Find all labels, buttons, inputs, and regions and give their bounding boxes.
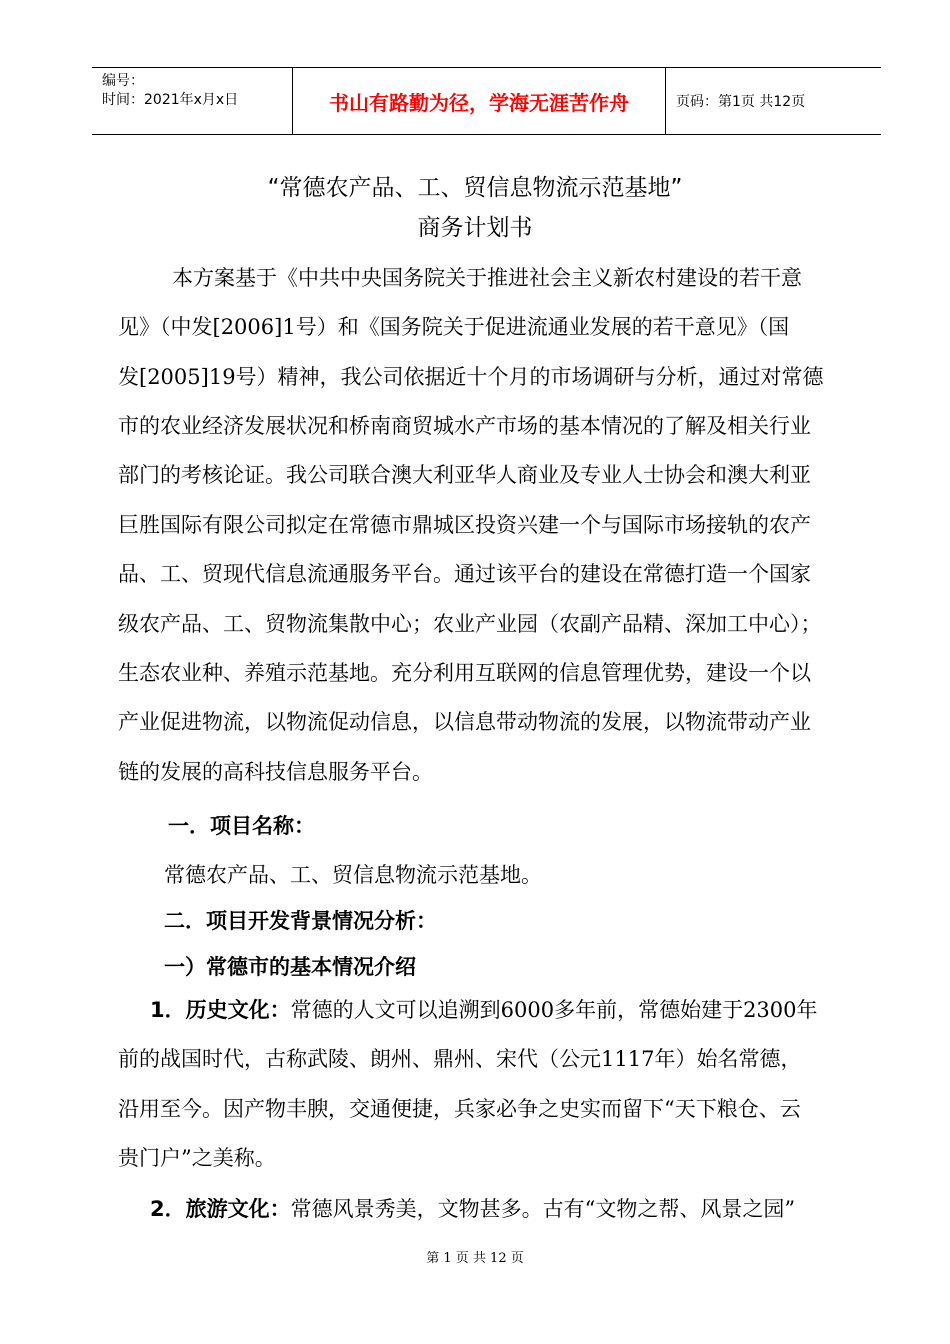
header-meta [92,68,293,134]
header-motto: 书山有路勤为径，学海无涯苦作舟 [293,68,666,134]
paragraph-line: 部门的考核论证。我公司联合澳大利亚华人商业及专业人士协会和澳大利亚 [118,463,811,487]
paragraph-line: 市的农业经济发展状况和桥南商贸城水产市场的基本情况的了解及相关行业 [118,414,811,438]
paragraph-line: 发[2005]19号）精神，我公司依据近十个月的市场调研与分析，通过对常德 [118,365,824,389]
item-line [150,994,818,1024]
item-label: 1．历史文化： [150,998,291,1022]
paragraph-line: 见》（中发[2006]1号）和《国务院关于促进流通业发展的若干意见》（国 [118,315,790,339]
header-page-info: 页码：第1页 共12页 [676,94,806,110]
item-text: 常德风景秀美，文物甚多。古有“文物之帮、风景之园” [290,1197,796,1221]
paragraph-line: 贵门户”之美称。 [118,1146,276,1170]
paragraph-line: 产业促进物流，以物流促动信息，以信息带动物流的发展，以物流带动产业 [118,710,811,734]
paragraph-line: 巨胜国际有限公司拟定在常德市鼎城区投资兴建一个与国际市场接轨的农产 [118,513,811,537]
item-line [150,1193,795,1223]
section-heading: 一．项目名称： [168,814,315,838]
time-label: 时间：2021年x月x日 [102,92,239,108]
number-label: 编号： [102,73,144,89]
paragraph-line: 链的发展的高科技信息服务平台。 [118,760,433,784]
paragraph-line: 本方案基于《中共中央国务院关于推进社会主义新农村建设的若干意 [172,266,802,290]
section-heading: 二．项目开发背景情况分析： [164,909,437,933]
document-header [92,67,881,135]
paragraph-line: 沿用至今。因产物丰腴，交通便捷，兵家必争之史实而留下“天下粮仓、云 [118,1097,801,1121]
document-title: “常德农产品、工、贸信息物流示范基地” [267,175,683,201]
paragraph-line: 品、工、贸现代信息流通服务平台。通过该平台的建设在常德打造一个国家 [118,562,811,586]
paragraph-line: 前的战国时代，古称武陵、朗州、鼎州、宋代（公元1117年）始名常德， [118,1047,802,1071]
paragraph-line: 级农产品、工、贸物流集散中心；农业产业园（农副产品精、深加工中心）； [118,612,822,636]
item-label: 2．旅游文化： [150,1197,291,1221]
section-body: 常德农产品、工、贸信息物流示范基地。 [164,863,542,887]
page-footer: 第 1 页 共 12 页 [426,1251,524,1266]
document-subtitle: 商务计划书 [417,215,533,241]
item-text: 常德的人文可以追溯到6000多年前，常德始建于2300年 [290,998,818,1022]
subsection-heading: 一）常德市的基本情况介绍 [164,955,416,979]
paragraph-line: 生态农业种、养殖示范基地。充分利用互联网的信息管理优势，建设一个以 [118,661,811,685]
